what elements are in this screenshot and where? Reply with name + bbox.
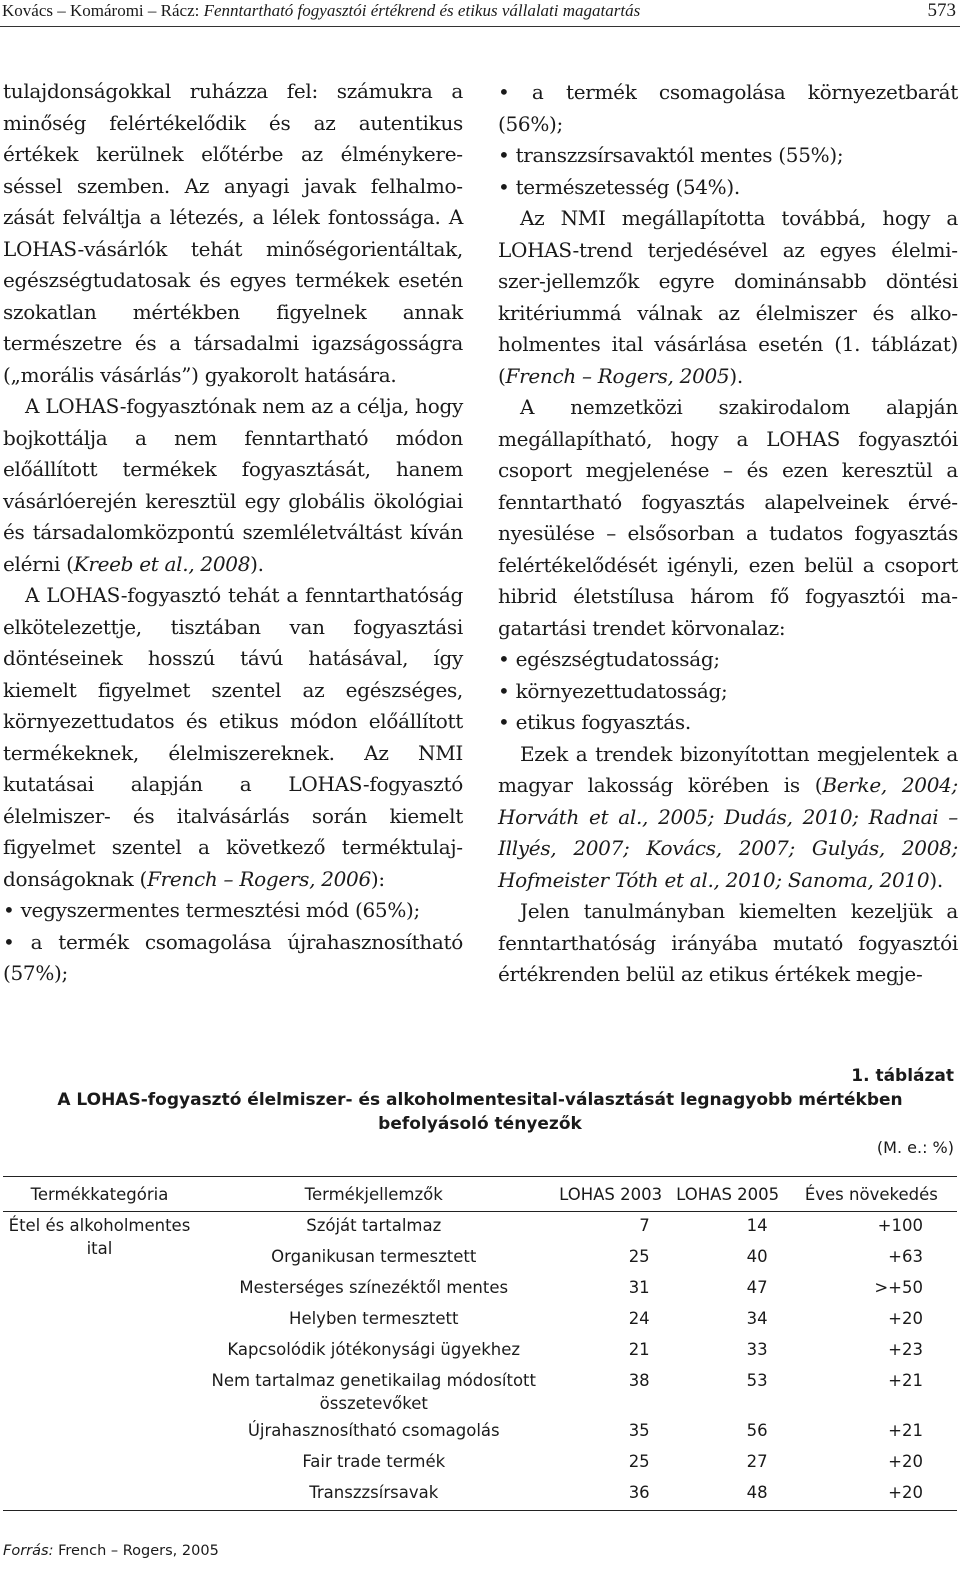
value-2005-cell: 33 — [746, 1340, 768, 1359]
paragraph: A LOHAS-fogyasztó tehát a fenntarthatóság elkötelezettje, tisztában van fogyasztási döntéseinek hosszú távú hatásával, így kiemelt figyelmet szentel az egészséges, környezettudatos és etikus módon előállított termékeknek, élelmiszereknek. Az NMI kutatásai alapján a LOHAS-fogyasztó élelmiszer- és italvásárlás során kiemelt figyelmet szentel a következő terméktulajdonságoknak (French – Rogers, 2006): — [3, 583, 463, 891]
growth-cell: +20 — [888, 1452, 923, 1471]
feature-cell: Nem tartalmaz genetikailag módosított összetevőket — [211, 1371, 536, 1413]
right-column — [498, 77, 958, 991]
bullet-list — [498, 644, 958, 739]
source-label: Forrás: — [3, 1543, 54, 1559]
header-title: Fenntartható fogyasztói értékrend és etikus vállalati magatartás — [203, 1, 641, 20]
data-table — [3, 1176, 957, 1511]
value-2003-cell: 21 — [628, 1340, 650, 1359]
left-column — [3, 76, 463, 990]
paragraph: A LOHAS-fogyasztónak nem az a célja, hogy bojkottálja a nem fenntartható módon előállított termékek fogyasztását, hanem vásárlóerején keresztül egy globális ökológiai és társadalomközpontú szemléletváltást kíván elérni (Kreeb et al., 2008). — [3, 394, 463, 576]
value-2003-cell: 38 — [628, 1371, 650, 1390]
feature-cell: Fair trade termék — [302, 1452, 446, 1471]
paragraph: Jelen tanulmányban kiemelten kezeljük a fenntarthatóság irányába mutató fogyasztói értékrenden belül az etikus értékek megje- — [498, 899, 958, 986]
table-block — [0, 1066, 960, 1502]
list-item: • transzzsírsavaktól mentes (55%); — [498, 140, 958, 172]
growth-cell: >+50 — [874, 1278, 923, 1297]
growth-cell: +20 — [888, 1309, 923, 1328]
table-row — [3, 1212, 957, 1244]
table-source — [3, 1543, 219, 1559]
value-2005-cell: 53 — [746, 1371, 768, 1390]
value-2005-cell: 47 — [746, 1278, 768, 1297]
paragraph: Ezek a trendek bizonyítottan megjelentek a magyar lakosság körében is (Berke, 2004; Horváth et al., 2005; Dudás, 2010; Radnai – Illyés, 2007; Kovács, 2007; Gulyás, 2008; Hofmeister Tóth et al., 2010; Sanoma, 2010). — [498, 741, 958, 892]
citation: Kreeb et al., 2008 — [73, 551, 251, 576]
bullet-list — [498, 77, 958, 203]
column-header: LOHAS 2005 — [676, 1185, 780, 1204]
list-item: • környezettudatosság; — [498, 676, 958, 708]
value-2005-cell: 48 — [746, 1483, 768, 1502]
list-item: • a termék csomagolása környezetbarát (56%); — [498, 77, 958, 140]
source-text: French – Rogers, 2005 — [58, 1543, 219, 1559]
feature-cell: Helyben termesztett — [289, 1309, 459, 1328]
growth-cell: +21 — [888, 1371, 923, 1390]
column-header: Éves növekedés — [804, 1185, 938, 1204]
feature-cell: Mesterséges színezéktől mentes — [239, 1278, 509, 1297]
growth-cell: +23 — [888, 1340, 923, 1359]
header-citation — [2, 1, 640, 21]
citation: French – Rogers, 2006 — [147, 866, 371, 891]
value-2003-cell: 24 — [628, 1309, 650, 1328]
growth-cell: +20 — [888, 1483, 923, 1502]
feature-cell: Szóját tartalmaz — [306, 1216, 442, 1235]
page-number: 573 — [927, 0, 956, 21]
feature-cell: Organikusan termesztett — [271, 1247, 477, 1266]
growth-cell: +63 — [888, 1247, 923, 1266]
value-2005-cell: 56 — [746, 1421, 768, 1440]
citation: French – Rogers, 2005 — [505, 363, 730, 388]
growth-cell: +21 — [888, 1421, 923, 1440]
table-number: 1. táblázat — [851, 1066, 954, 1086]
header-authors: Kovács – Komáromi – Rácz: — [2, 1, 200, 20]
paragraph: Az NMI megállapította továbbá, hogy a LOHAS-trend terjedésével az egyes élelmiszer-jellemzők egyre dominánsabb döntési kritériummá válnak az élelmiszer és alkoholmentes ital vásárlása esetén (1. táblázat) (French – Rogers, 2005). — [498, 206, 958, 388]
paragraph: A nemzetközi szakirodalom alapján megállapítható, hogy a LOHAS fogyasztói csoport megjelenése – és ezen keresztül a fenntartható fogyasztás alapelveinek érvényesülése – elsősorban a tudatos fogyasztás felértékelődését igényli, ezen belül a csoport hibrid életstílusa három fő fogyasztói magatartási trendet körvonalaz: — [498, 395, 958, 640]
value-2005-cell: 34 — [746, 1309, 768, 1328]
growth-cell: +100 — [877, 1216, 923, 1235]
list-item: • a termék csomagolása újrahasznosítható (57%); — [3, 927, 463, 990]
list-item: • természetesség (54%). — [498, 172, 958, 204]
list-item: • egészségtudatosság; — [498, 644, 958, 676]
value-2005-cell: 14 — [746, 1216, 768, 1235]
table-body — [3, 1212, 957, 1511]
column-header: Termékkategória — [30, 1185, 169, 1204]
value-2003-cell: 35 — [628, 1421, 650, 1440]
table-header-row — [3, 1177, 957, 1212]
value-2003-cell: 7 — [639, 1216, 650, 1235]
feature-cell: Transzzsírsavak — [309, 1483, 439, 1502]
table-title: A LOHAS-fogyasztó élelmiszer- és alkoholmentesital-választását legnagyobb mértékben befolyásoló tényezők — [57, 1090, 903, 1134]
value-2003-cell: 25 — [628, 1247, 650, 1266]
bullet-list — [3, 895, 463, 990]
table-unit: (M. e.: %) — [876, 1138, 954, 1157]
value-2003-cell: 25 — [628, 1452, 650, 1471]
list-item: • vegyszermentes termesztési mód (65%); — [3, 895, 463, 927]
running-header — [0, 0, 960, 27]
feature-cell: Újrahasznosítható csomagolás — [247, 1421, 500, 1440]
value-2005-cell: 27 — [746, 1452, 768, 1471]
column-header: Termékjellemzők — [304, 1185, 443, 1204]
category-cell: Étel és alkoholmentes ital — [8, 1216, 191, 1258]
value-2005-cell: 40 — [746, 1247, 768, 1266]
value-2003-cell: 36 — [628, 1483, 650, 1502]
value-2003-cell: 31 — [628, 1278, 650, 1297]
feature-cell: Kapcsolódik jótékonysági ügyekhez — [227, 1340, 521, 1359]
paragraph: tulajdonságokkal ruházza fel: számukra a minőség felértékelődik és az autentikus értékek kerülnek előtérbe az élménykereséssel szemben. Az anyagi javak felhalmozását felváltja a létezés, a lélek fontossága. A LOHAS-vásárlók tehát minőségorientáltak, egészségtudatosak és egyes termékek esetén szokatlan mértékben figyelnek annak természetre és a társadalmi igazságosságra („morális vásárlás”) gyakorolt hatására. — [3, 79, 463, 387]
list-item: • etikus fogyasztás. — [498, 707, 958, 739]
column-header: LOHAS 2003 — [559, 1185, 663, 1204]
citation: Berke, 2004; Horváth et al., 2005; Dudás, 2010; Radnai – Illyés, 2007; Kovács, 2007; Gulyás, 2008; Hofmeister Tóth et al., 2010; Sanoma, 2010 — [498, 773, 958, 892]
